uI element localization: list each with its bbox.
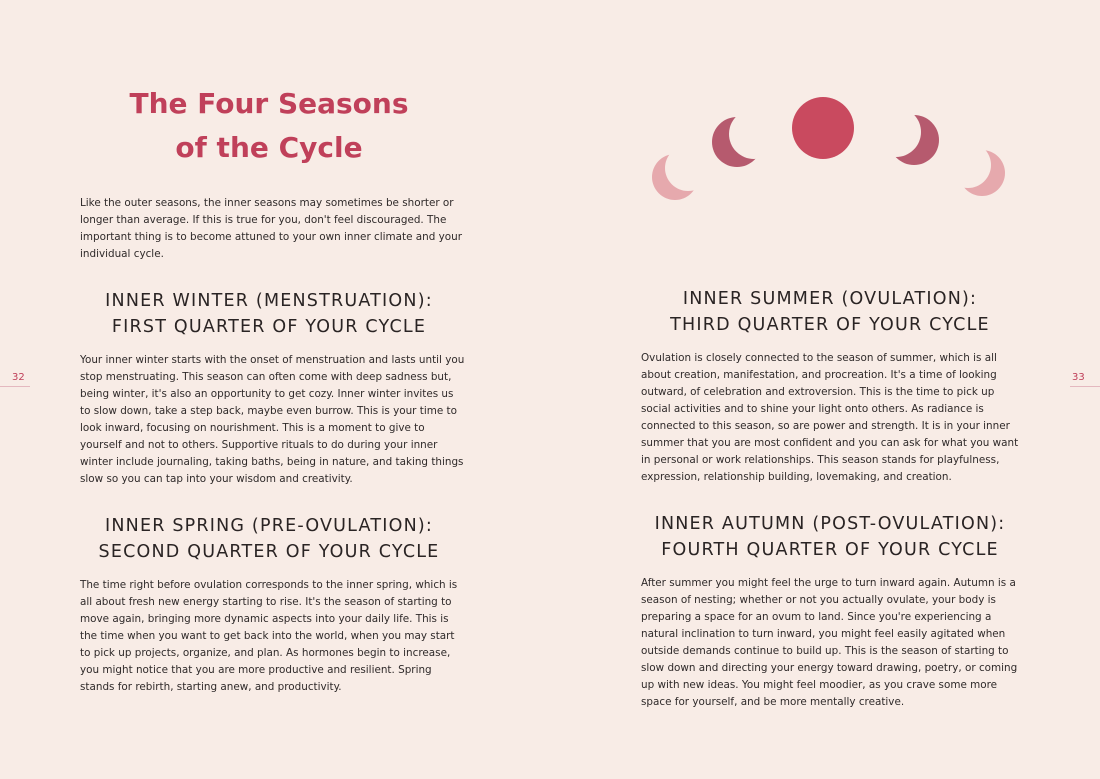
spring-heading-line1: INNER SPRING (PRE-OVULATION): <box>105 516 433 536</box>
autumn-heading-line2: FOURTH QUARTER OF YOUR CYCLE <box>661 540 999 560</box>
page-number-right: 33 <box>1072 372 1085 383</box>
waning-crescent-dark-icon <box>889 115 939 165</box>
moon-phases-icon <box>640 90 1020 210</box>
page-title <box>80 82 458 170</box>
intro-paragraph: Like the outer seasons, the inner seasons may sometimes be shorter or longer than average. If this is true for you, don't feel discouraged. The important thing is to become attuned to your own inner climate and your individual cycle. <box>80 197 462 260</box>
summer-heading <box>634 286 1026 338</box>
waxing-crescent-dark-icon <box>712 117 762 167</box>
summer-paragraph: Ovulation is closely connected to the season of summer, which is all about creation, manifestation, and procreation. It's a time of looking outward, of celebration and extroversion. This is the time to pick up social activities and to shine your light onto others. As radiance is connected to this season, so are power and strength. It is in your inner summer that you are most confident and you can ask for what you want in personal or work relationships. This season stands for playfulness, expression, relationship building, lovemaking, and creation. <box>641 352 1019 483</box>
winter-heading <box>80 288 458 340</box>
page-number-rule-left <box>0 386 30 387</box>
autumn-paragraph: After summer you might feel the urge to turn inward again. Autumn is a season of nesting; whether or not you actually ovulate, your body is preparing a space for an ovum to land. Since you're experiencing a natural inclination to turn inward, you might feel easily agitated when outside demands continue to build up. This is the season of starting to slow down and directing your energy toward drawing, poetry, or coming up with new ideas. You might feel moodier, as you crave some more space for yourself, and be more mentally creative. <box>641 577 1018 708</box>
spring-paragraph: The time right before ovulation corresponds to the inner spring, which is all about fresh new energy starting to rise. It's the season of starting to move again, bringing more dynamic aspects into your daily life. This is the time when you want to get back into the world, when you may start to pick up projects, organize, and plan. As hormones begin to increase, you might notice that you are more productive and resilient. Spring stands for rebirth, starting anew, and productivity. <box>80 579 458 693</box>
winter-paragraph: Your inner winter starts with the onset of menstruation and lasts until you stop menstruating. This season can often come with deep sadness but, being winter, it's also an opportunity to get cozy. Inner winter invites us to slow down, take a step back, maybe even burrow. This is your time to look inward, focusing on nourishment. This is a moment to give to yourself and not to others. Supportive rituals to do during your inner winter include journaling, taking baths, being in nature, and taking things slow so you can tap into your wisdom and creativity. <box>80 354 465 485</box>
page-number-left: 32 <box>12 372 25 383</box>
autumn-heading-line1: INNER AUTUMN (POST-OVULATION): <box>654 514 1006 534</box>
page-title-line2: of the Cycle <box>175 131 363 164</box>
winter-heading-line2: FIRST QUARTER OF YOUR CYCLE <box>111 317 427 337</box>
waxing-crescent-light-icon <box>652 154 698 200</box>
full-moon-icon <box>792 97 854 159</box>
winter-heading-line1: INNER WINTER (MENSTRUATION): <box>105 291 433 311</box>
spring-heading-line2: SECOND QUARTER OF YOUR CYCLE <box>98 542 440 562</box>
summer-heading-line2: THIRD QUARTER OF YOUR CYCLE <box>670 315 990 335</box>
waning-crescent-light-icon <box>959 150 1005 196</box>
page-number-rule-right <box>1070 386 1100 387</box>
page-title-line1: The Four Seasons <box>129 87 409 120</box>
autumn-heading <box>634 511 1026 563</box>
spring-heading <box>80 513 458 565</box>
summer-heading-line1: INNER SUMMER (OVULATION): <box>682 289 978 309</box>
